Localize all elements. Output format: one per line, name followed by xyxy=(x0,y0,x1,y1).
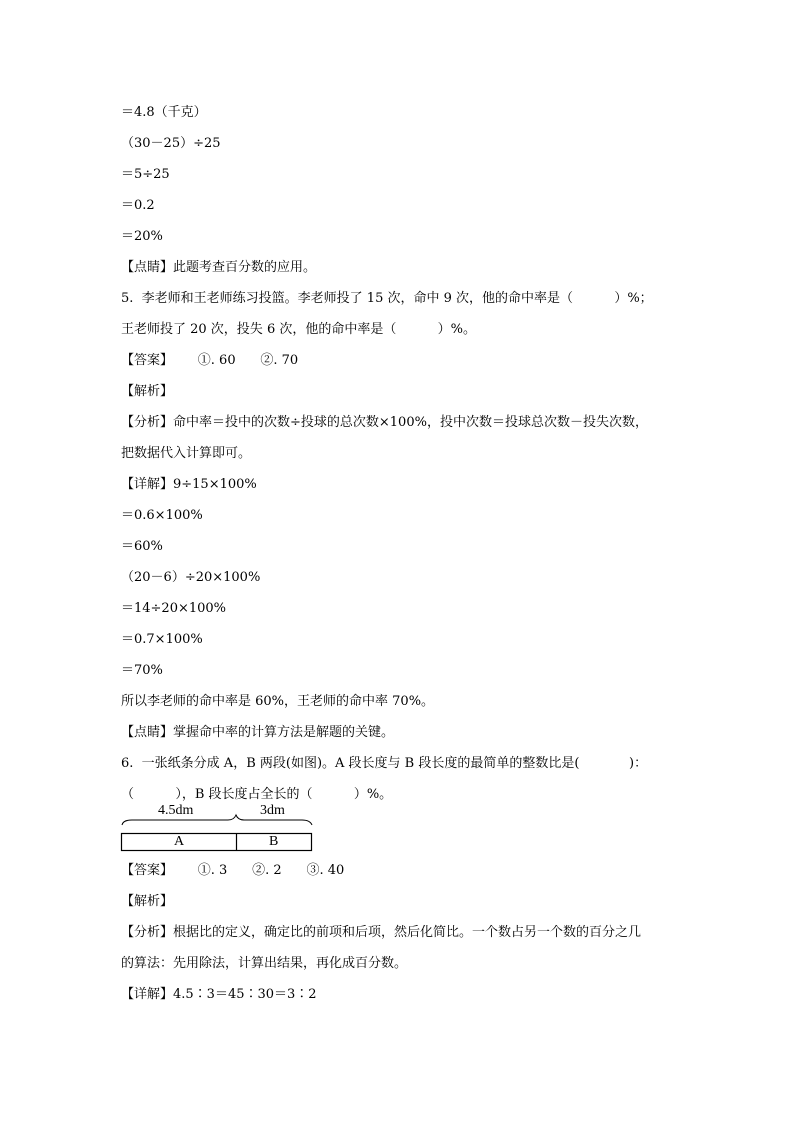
answer-line: 【答案】 ①. 60 ②. 70 xyxy=(121,353,299,368)
length-a-label: 4.5dm xyxy=(158,803,194,818)
calc-line: ＝14÷20×100% xyxy=(121,601,227,616)
detail-line: 【详解】4.5∶3＝45∶30＝3∶2 xyxy=(121,987,317,1002)
question-5-line-1: 5. 李老师和王老师练习投篮。李老师投了 15 次，命中 9 次，他的命中率是（ ）%； xyxy=(121,291,653,306)
analysis-line-2: 的算法：先用除法，计算出结果，再化成百分数。 xyxy=(121,956,408,971)
segment-a-label: A xyxy=(174,834,185,849)
analysis-heading: 【解析】 xyxy=(121,894,174,909)
segment-b-label: B xyxy=(269,834,279,849)
question-5-line-2: 王老师投了 20 次，投失 6 次，他的命中率是（ ）%。 xyxy=(121,322,477,337)
paper-strip-diagram xyxy=(120,811,320,856)
strip-outline xyxy=(122,834,312,851)
analysis-heading: 【解析】 xyxy=(121,384,174,399)
paper-strip-figure xyxy=(120,803,320,856)
calc-line: ＝0.7×100% xyxy=(121,632,203,647)
calc-line: ＝60% xyxy=(121,539,163,554)
detail-line: 【详解】9÷15×100% xyxy=(121,477,257,492)
question-6-line-2: （ ），B 段长度占全长的（ ）%。 xyxy=(121,787,393,802)
analysis-line-2: 把数据代入计算即可。 xyxy=(121,446,252,461)
analysis-line-1: 【分析】根据比的定义，确定比的前项和后项，然后化简比。一个数占另一个数的百分之几 xyxy=(121,925,642,940)
answer-line: 【答案】 ①. 3 ②. 2 ③. 40 xyxy=(121,863,345,878)
calc-line: （20－6）÷20×100% xyxy=(121,570,261,585)
calc-line: ＝70% xyxy=(121,663,163,678)
question-6-line-1: 6. 一张纸条分成 A，B 两段(如图)。A 段长度与 B 段长度的最简单的整数比是( )： xyxy=(121,756,648,771)
calc-line: ＝5÷25 xyxy=(121,167,170,182)
calc-line: ＝4.8（千克） xyxy=(121,105,207,120)
calc-line: ＝20% xyxy=(121,229,163,244)
calc-line: （30－25）÷25 xyxy=(121,136,221,151)
analysis-line-1: 【分析】命中率＝投中的次数÷投球的总次数×100%，投中次数＝投球总次数－投失次数， xyxy=(121,415,648,430)
length-b-label: 3dm xyxy=(260,803,285,818)
key-point-line: 【点睛】掌握命中率的计算方法是解题的关键。 xyxy=(121,725,395,740)
calc-line: ＝0.6×100% xyxy=(121,508,203,523)
key-point-line: 【点睛】此题考查百分数的应用。 xyxy=(121,260,317,275)
conclusion-line: 所以李老师的命中率是 60%，王老师的命中率 70%。 xyxy=(121,694,435,709)
calc-line: ＝0.2 xyxy=(121,198,155,213)
